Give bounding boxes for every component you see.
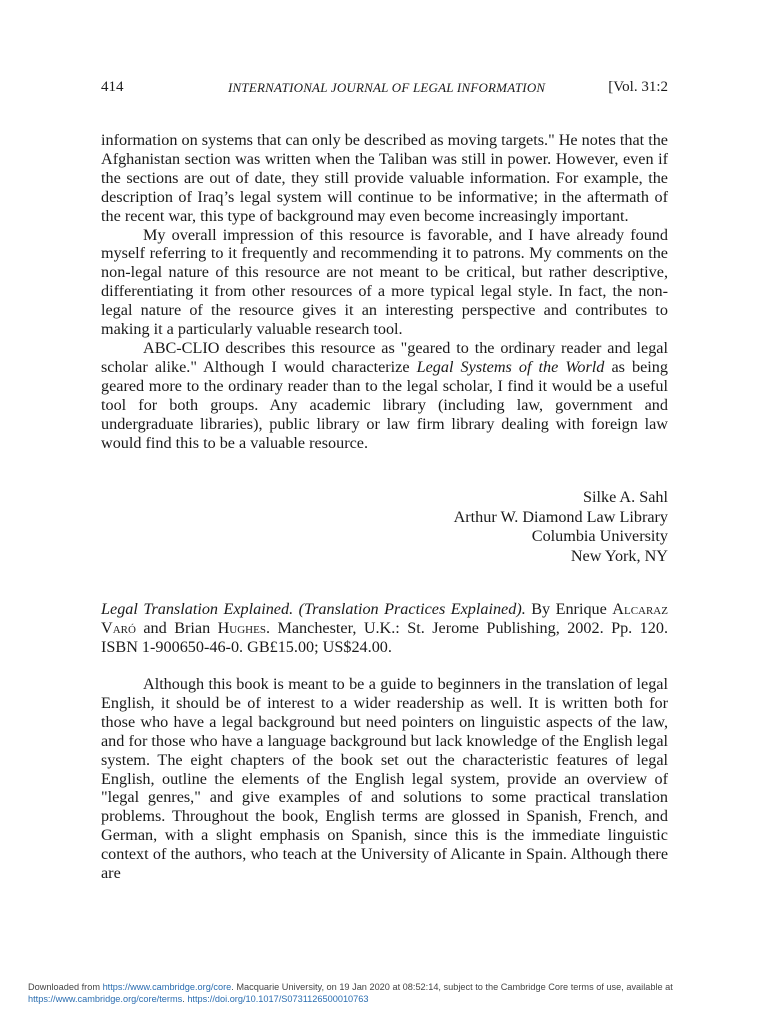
journal-title: INTERNATIONAL JOURNAL OF LEGAL INFORMATION bbox=[228, 80, 546, 95]
doi-link[interactable]: https://doi.org/10.1017/S0731126500010763 bbox=[187, 993, 369, 1004]
author-surname: Hughes bbox=[217, 618, 266, 637]
download-footer: Downloaded from https://www.cambridge.org/core. Macquarie University, on 19 Jan 2020 at 08:52:14, subject to the Cambridge Core terms of use, available at https://www.cambridge.org/core/terms. https://doi.org/10.1017/S0731126500010763 bbox=[28, 982, 673, 1004]
page-number: 414 bbox=[101, 79, 124, 95]
reviewer-library: Arthur W. Diamond Law Library bbox=[453, 507, 668, 526]
review-body bbox=[101, 675, 668, 883]
volume-label: [Vol. 31:2 bbox=[608, 79, 668, 95]
reviewer-location: New York, NY bbox=[570, 547, 668, 566]
citation-title: Legal Translation Explained. (Translation Practices Explained). bbox=[101, 600, 526, 618]
book-title: Legal Systems of the World bbox=[416, 357, 605, 376]
reviewer-name: Silke A. Sahl bbox=[583, 488, 668, 506]
terms-link[interactable]: https://www.cambridge.org/core/terms bbox=[28, 993, 183, 1004]
book-citation: Legal Translation Explained. (Translation Practices Explained). By Enrique Alcaraz Varó and Brian Hughes. Manchester, U.K.: St. Jerome Publishing, 2002. Pp. 120. ISBN 1-900650-46-0. GB£15.00; US$24.00. bbox=[101, 600, 668, 656]
paragraph: ABC-CLIO describes this resource as "geared to the ordinary reader and legal scholar alike." Although I would characterize Legal Systems of the World as being geared more to the ordinary reader than to the legal scholar, I find it would be a useful tool for both groups. Any academic library (including law, government and undergraduate libraries), public library or law firm library dealing with foreign law would find this to be a valuable resource. bbox=[101, 338, 668, 452]
running-header bbox=[101, 79, 668, 99]
review-continuation bbox=[101, 131, 668, 452]
paragraph: information on systems that can only be described as moving targets." He notes that the Afghanistan section was written when the Taliban was still in power. However, even if the sections are out of date, they still provide valuable information. For example, the description of Iraq’s legal system will continue to be informative; in the aftermath of the recent war, this type of background may even become increasingly important. bbox=[101, 131, 668, 225]
paragraph: My overall impression of this resource is favorable, and I have already found myself referring to it frequently and recommending it to patrons. My comments on the non-legal nature of this resource are not meant to be critical, but rather descriptive, differentiating it from other resources of a more typical legal style. In fact, the non-legal nature of the resource gives it an interesting perspective and contributes to making it a particularly valuable research tool. bbox=[101, 225, 668, 339]
paragraph: Although this book is meant to be a guide to beginners in the translation of legal English, it should be of interest to a wider readership as well. It is written both for those who have a legal background but need pointers on linguistic aspects of the law, and for those who have a language background but lack knowledge of the English legal system. The eight chapters of the book set out the characteristic features of legal English, outline the elements of the English legal system, provide an overview of "legal genres," and give examples of and solutions to some practical translation problems. Throughout the book, English terms are glossed in Spanish, French, and German, with a slight emphasis on Spanish, since this is the immediate linguistic context of the authors, who teach at the University of Alicante in Spain. Although there are bbox=[101, 675, 668, 883]
reviewer-signature bbox=[454, 488, 668, 567]
cambridge-core-link[interactable]: https://www.cambridge.org/core bbox=[102, 982, 232, 992]
author-surname: Alcaraz Varó bbox=[101, 600, 668, 637]
reviewer-university: Columbia University bbox=[531, 527, 668, 546]
